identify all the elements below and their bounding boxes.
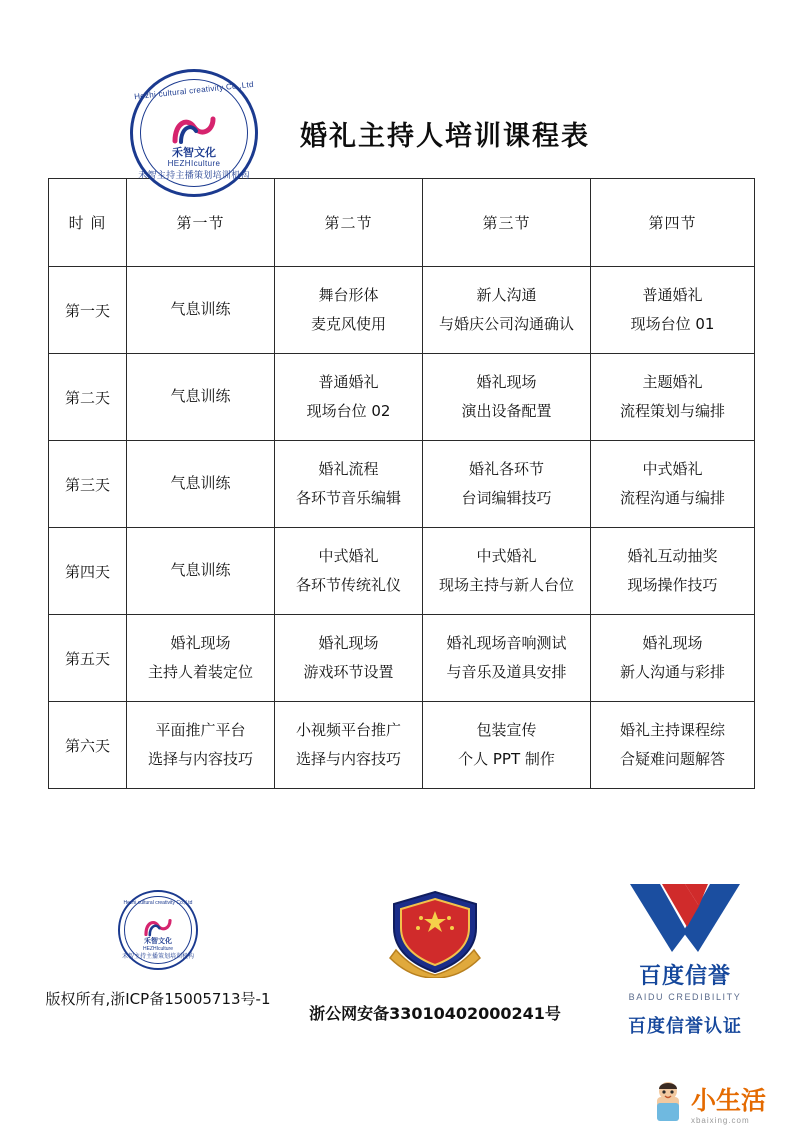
cell-line: 包装宣传 <box>476 720 537 739</box>
cell-line: 气息训练 <box>170 474 231 493</box>
cell-text-lines <box>275 368 422 427</box>
cell-line: 婚礼现场 <box>642 633 703 652</box>
table-row <box>49 615 755 702</box>
cell-line: 中式婚礼 <box>476 546 537 565</box>
police-badge-icon <box>380 888 490 978</box>
seal-brand-en: HEZHIculture <box>167 159 221 168</box>
cell-day-label: 第六天 <box>49 702 127 789</box>
cell-line: 选择与内容技巧 <box>295 750 401 768</box>
cell-line: 选择与内容技巧 <box>147 750 253 768</box>
cell-line: 小视频平台推广 <box>295 720 401 739</box>
cell-line: 现场台位 02 <box>306 402 391 420</box>
footer-baidu-credibility-block <box>590 880 780 1038</box>
cell-text-lines <box>127 469 274 498</box>
cell-text-lines <box>275 542 422 601</box>
watermark-name-cn: 小生活 <box>690 1086 766 1115</box>
footer-seal-arc-text-english: Hezhi cultural creativity Co.,Ltd <box>123 900 193 906</box>
cell-line: 婚礼各环节 <box>468 459 544 478</box>
cell-line: 气息训练 <box>170 561 231 580</box>
seal-swirl-icon <box>171 115 217 145</box>
cell-text-lines <box>275 629 422 688</box>
cell-text-lines <box>423 542 590 601</box>
cell-period-4 <box>591 267 755 354</box>
cell-text-lines <box>127 556 274 585</box>
cell-text-lines <box>275 281 422 340</box>
cell-line: 婚礼现场 <box>476 372 537 391</box>
table-row <box>49 267 755 354</box>
column-header-time: 时 间 <box>49 179 127 267</box>
cell-line: 婚礼主持课程综 <box>619 720 725 739</box>
seal-arc-text-english: Hezhi cultural creativity Co.,Ltd <box>133 79 255 102</box>
cell-line: 婚礼现场 <box>170 633 231 652</box>
watermark-name-en: xbaixing.com <box>690 1116 750 1125</box>
cell-line: 台词编辑技巧 <box>461 489 552 507</box>
cell-line: 气息训练 <box>170 387 231 406</box>
cell-period-3 <box>423 354 591 441</box>
cell-line: 中式婚礼 <box>642 459 703 478</box>
cell-period-2 <box>275 615 423 702</box>
footer-company-seal-logo <box>118 890 198 970</box>
cell-line: 现场主持与新人台位 <box>438 576 574 594</box>
footer-copyright-block <box>28 890 288 1009</box>
cell-period-4 <box>591 702 755 789</box>
table-row <box>49 354 755 441</box>
cell-period-4 <box>591 354 755 441</box>
footer-police-record-block <box>290 888 580 1024</box>
cell-line: 游戏环节设置 <box>303 663 394 681</box>
cell-line: 新人沟通与彩排 <box>619 663 725 681</box>
copyright-icp-text: 版权所有,浙ICP备15005713号-1 <box>45 990 271 1008</box>
cell-period-1 <box>127 354 275 441</box>
cell-text-lines <box>591 716 754 775</box>
table-row <box>49 528 755 615</box>
cell-period-3 <box>423 267 591 354</box>
watermark-mascot-icon <box>651 1081 685 1125</box>
cell-text-lines <box>127 716 274 775</box>
cell-period-1 <box>127 615 275 702</box>
footer-seal-swirl-icon <box>143 918 173 937</box>
page-title: 婚礼主持人培训课程表 <box>300 120 590 152</box>
cell-text-lines <box>275 455 422 514</box>
cell-day-label: 第五天 <box>49 615 127 702</box>
cell-line: 婚礼现场 <box>318 633 379 652</box>
cell-text-lines <box>127 629 274 688</box>
document-footer <box>0 880 800 1080</box>
cell-text-lines <box>423 716 590 775</box>
course-schedule-table <box>48 178 755 789</box>
cell-period-4 <box>591 528 755 615</box>
cell-day-label: 第四天 <box>49 528 127 615</box>
cell-period-3 <box>423 702 591 789</box>
watermark-text <box>691 1088 766 1125</box>
schedule-table-container <box>0 170 800 789</box>
cell-period-4 <box>591 615 755 702</box>
company-seal-logo <box>130 69 258 197</box>
table-row <box>49 441 755 528</box>
cell-line: 合疑难问题解答 <box>619 750 725 768</box>
cell-period-4 <box>591 441 755 528</box>
column-header-period-3: 第三节 <box>423 179 591 267</box>
cell-line: 婚礼现场音响测试 <box>446 633 567 652</box>
cell-period-1 <box>127 702 275 789</box>
seal-brand-cn: 禾智文化 <box>172 147 216 159</box>
cell-line: 现场操作技巧 <box>627 576 718 594</box>
cell-text-lines <box>423 281 590 340</box>
cell-line: 气息训练 <box>170 300 231 319</box>
cell-period-2 <box>275 528 423 615</box>
cell-period-1 <box>127 267 275 354</box>
cell-text-lines <box>591 455 754 514</box>
cell-line: 婚礼互动抽奖 <box>627 546 718 565</box>
cell-period-2 <box>275 267 423 354</box>
baidu-name-cn: 百度信誉 <box>638 964 731 989</box>
cell-day-label: 第一天 <box>49 267 127 354</box>
cell-line: 舞台形体 <box>318 285 379 304</box>
cell-line: 各环节传统礼仪 <box>295 576 401 594</box>
cell-line: 演出设备配置 <box>461 402 552 420</box>
cell-line: 中式婚礼 <box>318 546 379 565</box>
footer-seal-brand-en: HEZHIculture <box>142 946 173 952</box>
site-watermark <box>651 1081 766 1125</box>
police-record-text: 浙公网安备33010402000241号 <box>309 1004 561 1023</box>
document-header <box>0 0 800 180</box>
table-row <box>49 702 755 789</box>
cell-text-lines <box>423 368 590 427</box>
cell-line: 主题婚礼 <box>642 372 703 391</box>
cell-period-3 <box>423 615 591 702</box>
cell-period-2 <box>275 702 423 789</box>
cell-day-label: 第三天 <box>49 441 127 528</box>
cell-period-3 <box>423 528 591 615</box>
footer-seal-arc-text-chinese: 禾智主持主播策划培训机构 <box>121 954 194 960</box>
cell-line: 新人沟通 <box>476 285 537 304</box>
cell-text-lines <box>423 629 590 688</box>
seal-arc-text-chinese: 禾智主持主播策划培训机构 <box>138 170 250 180</box>
cell-line: 主持人着装定位 <box>147 663 253 681</box>
cell-text-lines <box>591 542 754 601</box>
cell-text-lines <box>591 281 754 340</box>
cell-line: 普通婚礼 <box>318 372 379 391</box>
cell-line: 普通婚礼 <box>642 285 703 304</box>
cell-text-lines <box>127 382 274 411</box>
column-header-period-4: 第四节 <box>591 179 755 267</box>
cell-line: 麦克风使用 <box>310 315 386 333</box>
cell-line: 与音乐及道具安排 <box>446 663 567 681</box>
cell-period-2 <box>275 441 423 528</box>
baidu-name-en: BAIDU CREDIBILITY <box>628 992 742 1002</box>
cell-period-1 <box>127 528 275 615</box>
column-header-period-2: 第二节 <box>275 179 423 267</box>
cell-line: 现场台位 01 <box>630 315 715 333</box>
cell-text-lines <box>127 295 274 324</box>
cell-line: 流程策划与编排 <box>619 402 725 420</box>
cell-period-2 <box>275 354 423 441</box>
cell-text-lines <box>423 455 590 514</box>
cell-line: 各环节音乐编辑 <box>295 489 401 507</box>
cell-line: 婚礼流程 <box>318 459 379 478</box>
footer-seal-brand-cn: 禾智文化 <box>144 938 172 945</box>
baidu-credibility-v-icon <box>626 880 744 952</box>
cell-period-1 <box>127 441 275 528</box>
cell-period-3 <box>423 441 591 528</box>
cell-text-lines <box>275 716 422 775</box>
table-header-row <box>49 179 755 267</box>
cell-day-label: 第二天 <box>49 354 127 441</box>
cell-line: 与婚庆公司沟通确认 <box>438 315 574 333</box>
cell-text-lines <box>591 368 754 427</box>
cell-text-lines <box>591 629 754 688</box>
cell-line: 平面推广平台 <box>155 720 246 739</box>
cell-line: 个人 PPT 制作 <box>458 750 555 768</box>
cell-line: 流程沟通与编排 <box>619 489 725 507</box>
column-header-period-1: 第一节 <box>127 179 275 267</box>
baidu-certified-text: 百度信誉认证 <box>628 1016 742 1037</box>
